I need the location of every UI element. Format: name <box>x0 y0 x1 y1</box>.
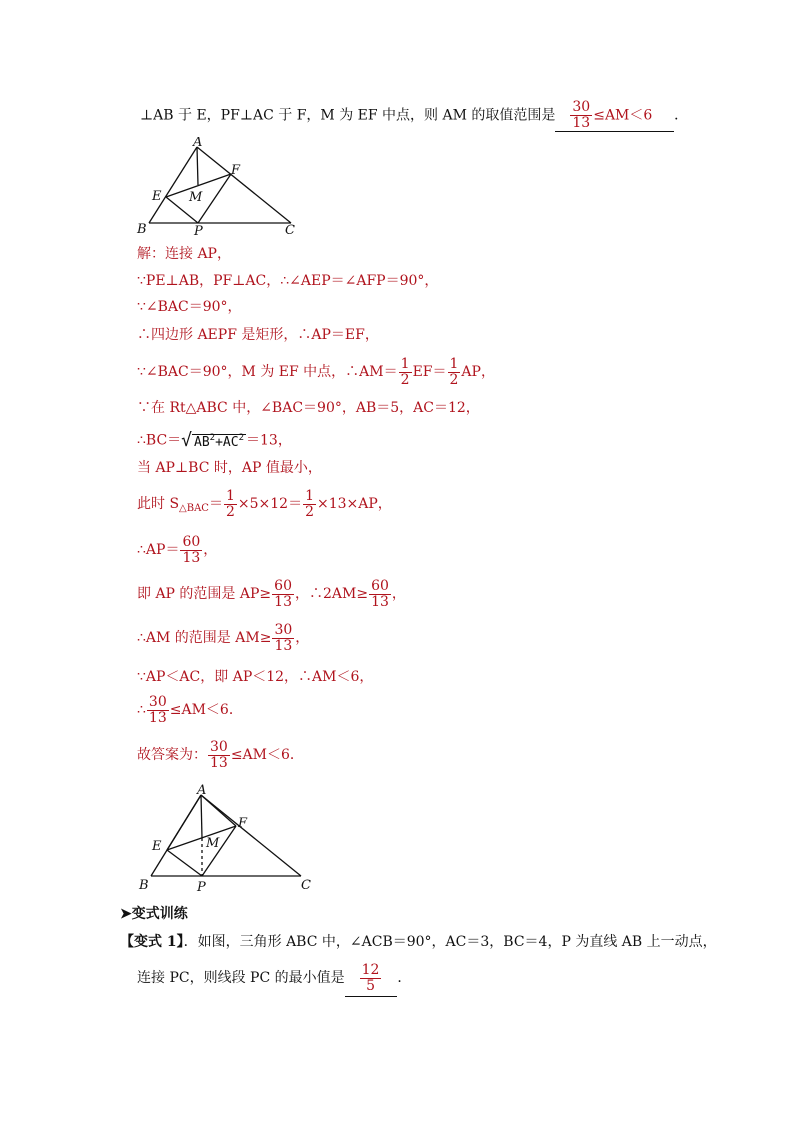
solution-text: 当 AP⊥BC 时，AP 值最小， <box>137 460 322 476</box>
problem-text: ⊥AB 于 E，PF⊥AC 于 F，M 为 EF 中点，则 AM 的取值范围是 <box>140 107 556 124</box>
answer-denominator: 13 <box>572 115 591 131</box>
solution-line-10 <box>137 532 217 568</box>
solution-line-2 <box>137 271 438 291</box>
radicand-ac: +AC <box>215 435 239 450</box>
denominator: 13 <box>274 637 293 654</box>
numerator: 60 <box>182 533 201 550</box>
solution-text: ×13×AP， <box>317 496 392 512</box>
answer-rest: ≤AM＜6 <box>593 107 653 124</box>
exponent: 2 <box>238 433 244 443</box>
denominator: 2 <box>400 371 410 388</box>
solution-line-3 <box>137 297 242 317</box>
fraction-30-13 <box>272 623 294 654</box>
solution-text: ＝13， <box>246 432 292 449</box>
solution-text: ， <box>203 542 218 558</box>
fraction-60-13 <box>369 579 391 610</box>
segment-pf <box>198 174 231 223</box>
label-e: E <box>152 839 162 854</box>
answer-numerator: 30 <box>572 99 591 115</box>
arrow-bullet-icon: ➤ <box>120 906 132 922</box>
label-c: C <box>301 878 311 893</box>
numerator: 1 <box>225 487 235 504</box>
label-a: A <box>197 783 207 798</box>
denominator: 2 <box>305 503 314 520</box>
segment-am <box>197 147 198 185</box>
fraction-30-13 <box>147 695 169 726</box>
denominator: 5 <box>366 977 375 994</box>
subscript: △BAC <box>179 503 209 514</box>
solution-text: ∴四边形 AEPF 是矩形，∴AP＝EF， <box>137 327 379 343</box>
numerator: 60 <box>274 577 292 594</box>
solution-line-11 <box>137 576 406 612</box>
solution-text: 故答案为： <box>137 747 207 763</box>
numerator: 30 <box>210 738 228 755</box>
fraction-half <box>448 357 461 388</box>
numerator: 30 <box>148 693 167 710</box>
solution-text: ≤AM＜6． <box>169 702 243 718</box>
square-root: √ $AB^2+AC^2$ <box>181 430 244 451</box>
solution-text: ∵AP＜AC，即 AP＜12，∴AM＜6， <box>137 669 374 685</box>
answer-fraction <box>570 100 592 131</box>
label-b: B <box>137 222 147 237</box>
numerator: 1 <box>305 487 314 504</box>
numerator: 1 <box>400 355 410 372</box>
variant-answer-blank <box>345 960 398 997</box>
fraction-60-13 <box>180 535 202 566</box>
label-m: M <box>206 836 220 851</box>
variant-text: 连接 PC，则线段 PC 的最小值是 <box>137 970 345 986</box>
fraction-half <box>303 489 316 520</box>
solution-text: 解：连接 AP， <box>137 246 231 262</box>
solution-line-5 <box>137 354 495 390</box>
segment-ep <box>167 850 202 876</box>
denominator: 13 <box>274 593 292 610</box>
label-e: E <box>152 189 162 204</box>
segment-ab <box>149 147 197 223</box>
solution-line-15 <box>137 737 304 773</box>
solution-text: ，∴2AM≥ <box>294 586 369 602</box>
label-f: F <box>231 163 241 178</box>
solution-text: AP， <box>461 364 495 380</box>
solution-text: ∴BC＝ <box>137 432 182 449</box>
answer-blank <box>555 100 674 132</box>
solution-text: ∴AP＝ <box>137 542 180 558</box>
section-title-text: 变式训练 <box>131 906 188 922</box>
segment-ac <box>197 147 291 223</box>
problem-tail-line <box>140 100 688 132</box>
solution-line-13 <box>137 667 373 687</box>
solution-text: ， <box>295 630 310 646</box>
fraction-half <box>224 489 237 520</box>
solution-text: ∵PE⊥AB，PF⊥AC，∴∠AEP＝∠AFP＝90°， <box>137 273 439 289</box>
variant-line-1 <box>120 932 717 952</box>
segment-pf <box>202 826 236 876</box>
denominator: 2 <box>225 503 235 520</box>
numerator: 12 <box>361 961 380 978</box>
variant-text: ．如图，三角形 ABC 中，∠ACB＝90°，AC＝3，BC＝4，P 为直线 AB 上一动点， <box>183 934 717 950</box>
label-m: M <box>189 190 203 205</box>
solution-text: ∵∠BAC＝90°， <box>137 299 242 315</box>
label-p: P <box>194 224 203 237</box>
solution-line-9 <box>137 486 392 527</box>
solution-line-4 <box>137 325 379 345</box>
fraction-30-13 <box>208 740 230 771</box>
solution-text: ∴AM 的范围是 AM≥ <box>137 630 272 646</box>
denominator: 13 <box>182 549 201 566</box>
solution-text: ≤AM＜6． <box>230 747 304 763</box>
solution-line-6 <box>137 398 480 418</box>
solution-text: ×5×12＝ <box>237 496 303 512</box>
solution-line-14 <box>137 692 243 728</box>
solution-line-7 <box>137 424 292 457</box>
solution-text: EF＝ <box>412 364 447 380</box>
variant-answer-fraction <box>360 963 382 994</box>
segment-ae <box>167 795 201 850</box>
denominator: 13 <box>210 754 228 771</box>
label-c: C <box>285 223 295 237</box>
variant-period: ． <box>397 970 412 986</box>
solution-line-8 <box>137 458 322 478</box>
solution-text: ∵∠BAC＝90°，M 为 EF 中点，∴AM＝ <box>137 364 398 380</box>
exponent: 2 <box>209 433 216 443</box>
denominator: 2 <box>449 371 459 388</box>
segment-af <box>201 795 236 826</box>
solution-text: ∵在 Rt△ABC 中，∠BAC＝90°，AB＝5，AC＝12， <box>137 400 480 416</box>
fraction-half <box>399 357 412 388</box>
geometry-figure-2 <box>135 780 320 895</box>
geometry-figure-1 <box>135 137 315 237</box>
solution-text: 即 AP 的范围是 AP≥ <box>137 586 272 602</box>
radicand-ab: AB <box>194 435 210 450</box>
denominator: 13 <box>371 593 389 610</box>
fraction-60-13 <box>272 579 294 610</box>
section-title <box>120 904 188 924</box>
label-a: A <box>193 137 203 150</box>
label-b: B <box>139 878 149 893</box>
numerator: 1 <box>449 355 459 372</box>
solution-text: 此时 S <box>137 496 180 512</box>
variant-tag: 【变式 1】 <box>120 934 184 950</box>
label-p: P <box>197 880 206 895</box>
denominator: 13 <box>148 709 167 726</box>
label-f: F <box>238 816 248 831</box>
solution-text: ＝ <box>208 496 223 512</box>
solution-text: ∴ <box>137 702 146 718</box>
problem-period: ． <box>674 107 689 124</box>
numerator: 60 <box>371 577 389 594</box>
numerator: 30 <box>274 621 293 638</box>
variant-line-2 <box>137 960 411 997</box>
solution-line-1 <box>137 244 231 264</box>
segment-am <box>201 795 202 838</box>
solution-line-12 <box>137 620 309 656</box>
solution-text: ， <box>391 586 406 602</box>
